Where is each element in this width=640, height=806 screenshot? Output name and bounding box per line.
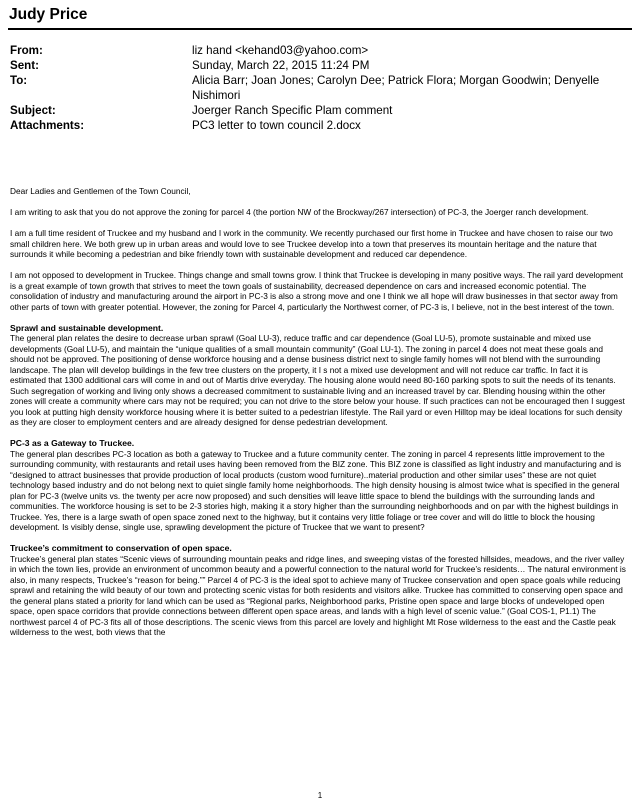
section-text: The general plan relates the desire to decrease urban sprawl (Goal LU-3), reduce traffic and car dependence (Goal LU-5), promote sustainable and mixed use developments (Goal LU-5), and maintain the “unique qualities of a small mountain community” (Goal LU-1). The zoning in parcel 4 does not meat these goals and should not be approved. The positioning of dense workforce housing and a dense business district next to single family homes will not blend with the surrounding landscape. The plan will develop buildings in the few tree clusters on the property, it I s not a mixed use development and will not reduce car traffic. In fact it is estimated that 1300 additional cars will come in and out of Martis drive everyday. The housing alone would need 80-160 parking spots to suit the needs of its tenants. Such segregation of working and living only shows a decreased commitment to sustainable living and an increased travel by car. Blending housing within the other zones will create a community where cars may not be required; you can not drive to the store below your house. If such practices can not be encouraged then I suggest you look at putting high density workforce housing where it is better suited to a pedestrian lifestyle. The Rail yard or even Hilltop may be ideal locations for such density as they are closer to employment centers and are already designed for dense pedestrian development. [10,333,625,427]
meta-row-attachments [10,118,620,133]
page-number: 1 [317,791,323,800]
from-value: liz hand <kehand03@yahoo.com> [192,44,369,57]
body-paragraph: I am not opposed to development in Truckee. Things change and small towns grow. I think that Truckee is developing in many positive ways. The rail yard development is a great example of town growth that strives to meet the town goals of sustainability, decreased dependence on cars and increased economic potential. The consolidation of industry and manufacturing around the airport in PC-3 is also a strong move and one I think we all hope will draw businesses in that sector away from other parts of town with greater potential. However, the zoning for Parcel 4, particularly the Northwest corner, of PC-3 is, I believe, not in the best interest of the town. [10,270,624,312]
meta-row-sent [10,58,620,73]
sent-value: Sunday, March 22, 2015 11:24 PM [192,59,370,72]
attachment-value: PC3 letter to town council 2.docx [192,119,361,132]
meta-row-from [10,43,620,58]
section-heading: Sprawl and sustainable development. [10,322,164,333]
email-body [10,186,626,648]
header-divider [8,28,632,30]
sender-name: Judy Price [9,6,88,23]
greeting: Dear Ladies and Gentlemen of the Town Council, [10,186,191,196]
meta-label: Subject: [10,104,56,117]
meta-label: From: [10,44,43,57]
section-text: The general plan describes PC-3 location as both a gateway to Truckee and a future community center. The zoning in parcel 4 represents little improvement to the surrounding community, with restaurants and retail uses having been removed from the BIZ zone. This BIZ zone is classified as light industry and manufacturing and is “designed to attract businesses that provide production of local products (custom wood furniture)..material production and other similar uses” these are not quiet technology based industry and do not belong next to quiet single family home neighborhoods. The high density housing is almost twice what is specified in the general plan for PC-3 (twelve units vs. the twenty per acre now proposed) and such densities will leave little space to blend the buildings with the surrounding lands and communities. The workforce housing is set to be 2-3 stories high, making it a story higher than the surrounding neighborhoods and on par with the highest buildings in Truckee. Yes, there is a large swath of open space zoned next to the highway, but it contains very little foliage or tree cover and will do little to block the housing development. Is visibly dense, single use, sprawling development the picture of Truckee that we want to present? [10,448,622,532]
meta-row-to [10,73,620,103]
body-paragraph: I am a full time resident of Truckee and my husband and I work in the community. We recently purchased our first home in Truckee and have chosen to raise our two small children here. We both grew up in urban areas and would love to see Truckee develop into a town that preserves its mountain heritage and the nature that surrounds it while becoming a pedestrian and bike friendly town with sustainable development and reduced car dependence. [10,228,613,259]
email-metadata [10,43,620,133]
to-value: Alicia Barr; Joan Jones; Carolyn Dee; Patrick Flora; Morgan Goodwin; Denyelle Nishimori [192,74,600,102]
section-heading: PC-3 as a Gateway to Truckee. [10,438,135,448]
meta-label: Attachments: [10,119,85,132]
meta-row-subject [10,103,620,118]
section-heading: Truckee’s commitment to conservation of open space. [10,543,232,553]
meta-label: Sent: [10,59,39,72]
section-text: Truckee’s general plan states “Scenic views of surrounding mountain peaks and ridge lines, and sweeping vistas of the forested hillsides, meadows, and the river valley in which the town lies, provide an environment of uncommon beauty and a powerful connection to the natural world for Truckee’s residents… The natural environment is also, in many respects, Truckee’s “reason for being.”” Parcel 4 of PC-3 is the ideal spot to achieve many of Truckee conservation and open space goals while reducing sprawl and retaining the wild beauty of our town and protecting scenic vistas for both residents and visitors alike. Truckee has committed to conserving open space and the general plans stated a priority for land which can be used as “Regional parks, Neighborhood parks, Pristine open space and large blocks of undeveloped open space, open space corridors that provide connections between different open space areas, and lands with a high level of scenic value.” (Goal COS-1, P1.1) The northwest parcel 4 of PC-3 fits all of those descriptions. The scenic views from this parcel are lovely and highlight Mt Rose wilderness to the east and the Castle peak wilderness to the west, both views that the [10,553,626,637]
subject-value: Joerger Ranch Specific Plam comment [192,104,393,117]
intro-paragraph: I am writing to ask that you do not approve the zoning for parcel 4 (the portion NW of the Brockway/267 intersection) of PC-3, the Joerger ranch development. [10,207,589,217]
meta-label: To: [10,74,28,87]
